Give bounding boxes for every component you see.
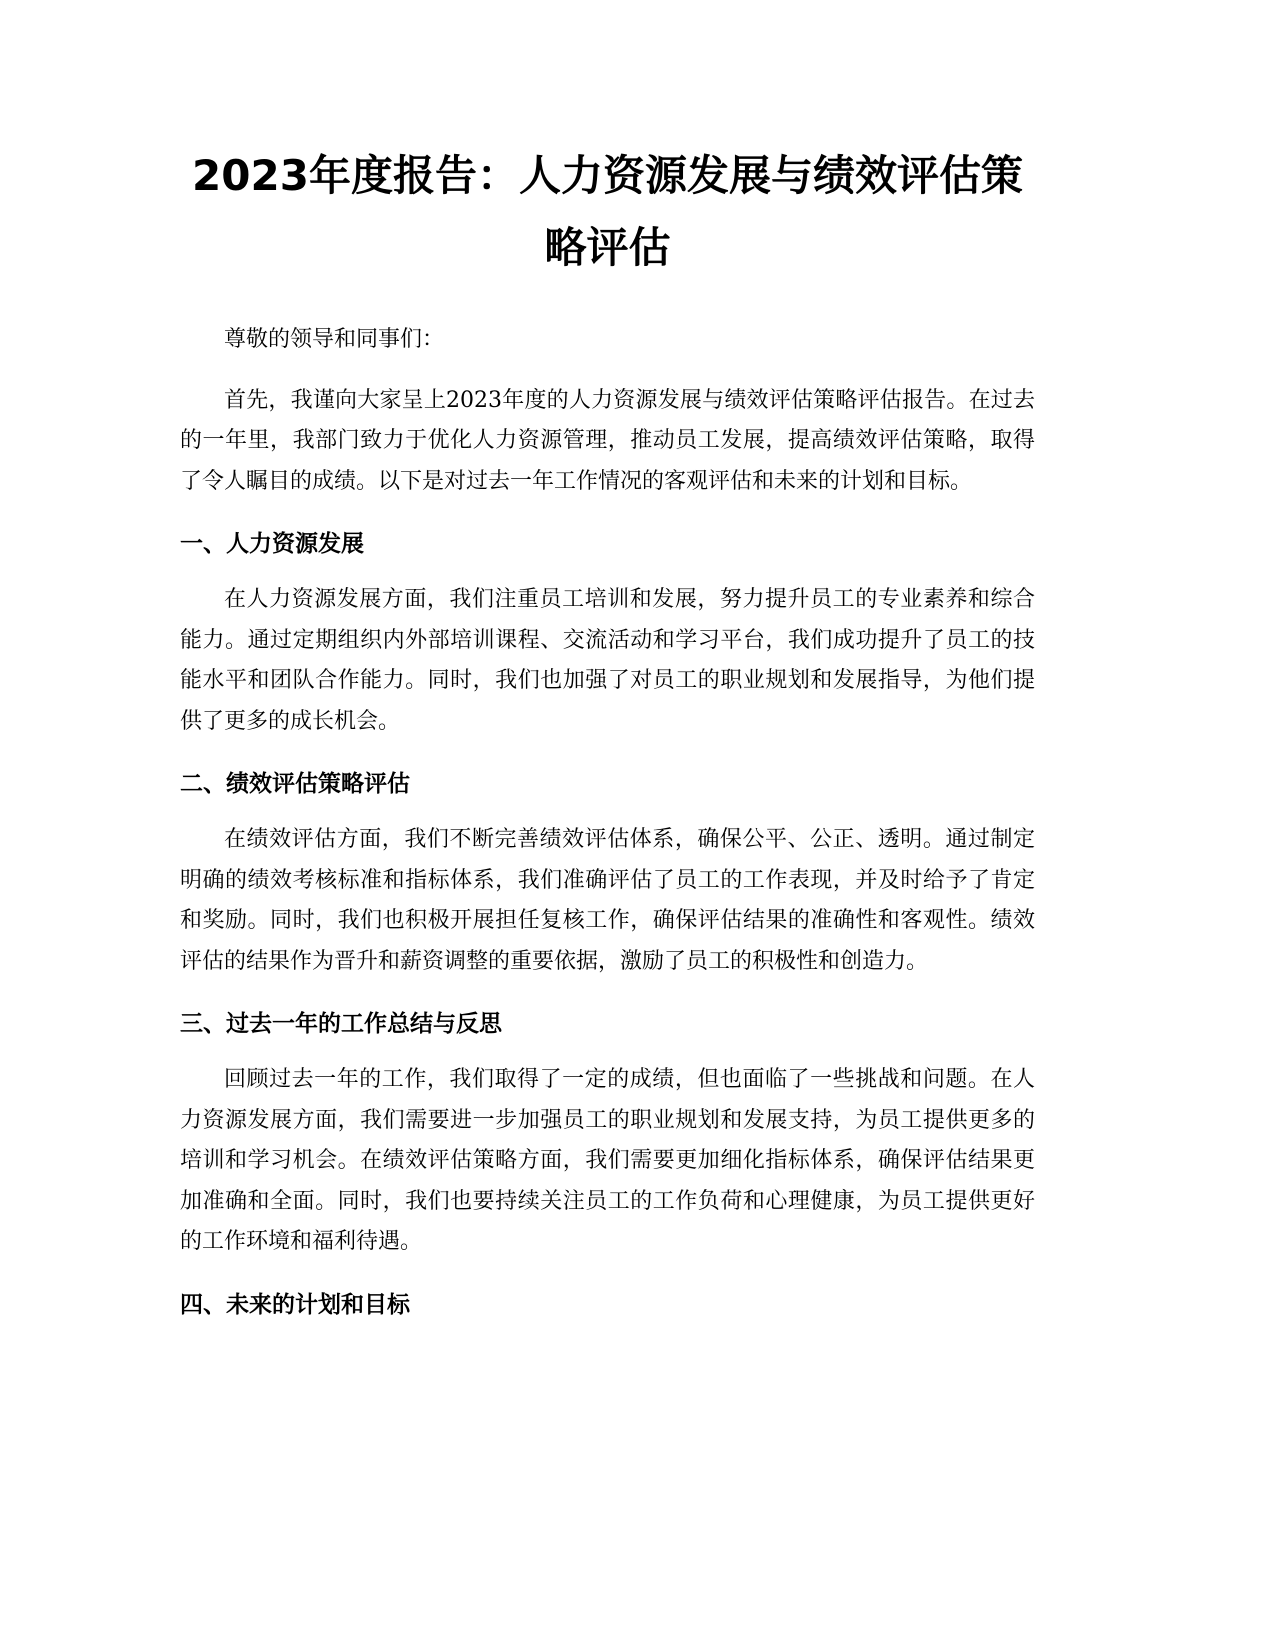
section-heading-hr-development: 一、人力资源发展	[180, 531, 364, 557]
section-body-work-summary: 回顾过去一年的工作，我们取得了一定的成绩，但也面临了一些挑战和问题。在人力资源发展方面，我们需要进一步加强员工的职业规划和发展支持，为员工提供更多的培训和学习机会。在绩效评估策略方面，我们需要更加细化指标体系，确保评估结果更加准确和全面。同时，我们也要持续关注员工的工作负荷和心理健康，为员工提供更好的工作环境和福利待遇。	[180, 1067, 1035, 1254]
intro-paragraph: 首先，我谨向大家呈上2023年度的人力资源发展与绩效评估策略评估报告。在过去的一年里，我部门致力于优化人力资源管理，推动员工发展，提高绩效评估策略，取得了令人瞩目的成绩。以下是对过去一年工作情况的客观评估和未来的计划和目标。	[180, 387, 1035, 494]
document-page	[180, 0, 1035, 1325]
salutation: 尊敬的领导和同事们：	[224, 327, 445, 352]
section-heading-performance-evaluation: 二、绩效评估策略评估	[180, 771, 410, 797]
section-heading-future-plans: 四、未来的计划和目标	[180, 1291, 410, 1318]
section-body-performance-evaluation: 在绩效评估方面，我们不断完善绩效评估体系，确保公平、公正、透明。通过制定明确的绩效考核标准和指标体系，我们准确评估了员工的工作表现，并及时给予了肯定和奖励。同时，我们也积极开展担任复核工作，确保评估结果的准确性和客观性。绩效评估的结果作为晋升和薪资调整的重要依据，激励了员工的积极性和创造力。	[180, 827, 1035, 974]
section-body-hr-development: 在人力资源发展方面，我们注重员工培训和发展，努力提升员工的专业素养和综合能力。通过定期组织内外部培训课程、交流活动和学习平台，我们成功提升了员工的技能水平和团队合作能力。同时，我们也加强了对员工的职业规划和发展指导，为他们提供了更多的成长机会。	[180, 587, 1035, 734]
document-title: 2023年度报告：人力资源发展与绩效评估策略评估	[192, 151, 1023, 272]
section-heading-work-summary: 三、过去一年的工作总结与反思	[180, 1011, 502, 1037]
